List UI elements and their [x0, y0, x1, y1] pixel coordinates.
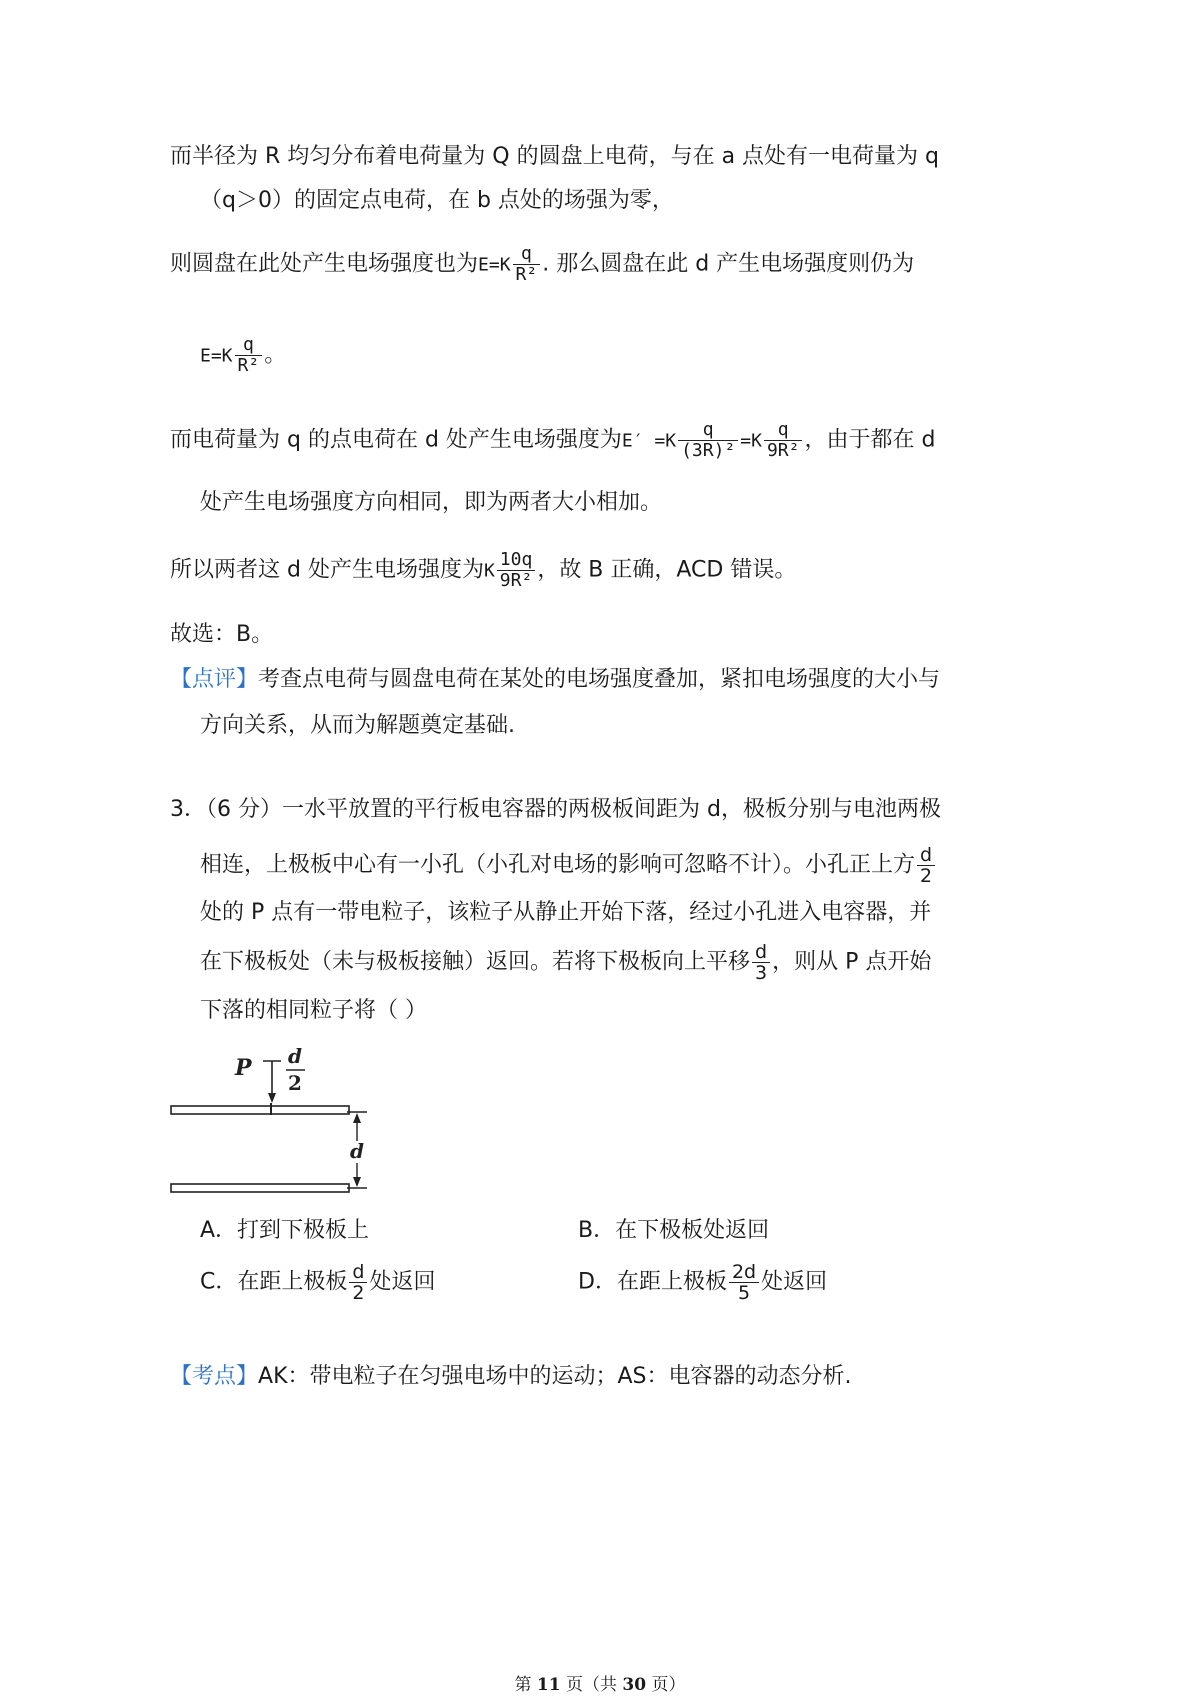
fraction: $\frac{q}{\text{9R²}}$	[764, 420, 803, 461]
label-p: P	[235, 1055, 252, 1081]
comment-line: 方向关系，从而为解题奠定基础.	[200, 713, 515, 738]
formula: E=K	[200, 345, 233, 367]
fraction: $\frac{d}{2}$	[349, 1262, 367, 1303]
question-line: 在下极板处（未与极板接触）返回。若将下极板向上平移 $\frac{d}{3}$ ，则从 P 点开始	[200, 941, 932, 984]
fraction: $\frac{d}{3}$	[752, 942, 770, 983]
formula: E=K	[478, 254, 511, 276]
fraction: $\frac{d}{2}$	[917, 845, 935, 886]
label-half-num: d	[288, 1045, 302, 1068]
question-line: 3．（6 分）一水平放置的平行板电容器的两极板间距为 d，极板分别与电池两极	[170, 797, 941, 822]
fraction: $\frac{10q}{\text{9R²}}$	[497, 550, 536, 591]
comment-line: 【点评】考查点电荷与圆盘电荷在某处的电场强度叠加，紧扣电场强度的大小与	[170, 667, 941, 692]
total-pages: 30	[622, 1675, 647, 1695]
option-a: A．打到下极板上	[200, 1218, 370, 1243]
question-line: 处的 P 点有一带电粒子，该粒子从静止开始下落，经过小孔进入电容器，并	[200, 900, 932, 925]
question-line: 下落的相同粒子将（ ）	[200, 998, 427, 1023]
text-line: 故选：B。	[170, 622, 274, 647]
fraction: $\frac{q}{\text{R²}}$	[513, 244, 541, 285]
label-d: d	[350, 1139, 364, 1163]
text-line: 而半径为 R 均匀分布着电荷量为 Q 的圆盘上电荷，与在 a 点处有一电荷量为 q	[170, 144, 940, 169]
kaodian-tag: 【考点】	[170, 1364, 259, 1389]
text-line: 而电荷量为 q 的点电荷在 d 处产生电场强度为E′ =K $\frac{q}{\text{(3R)²}}$ =K $\frac{q}{\text{9R²}}$ ，由于都在 d	[170, 419, 936, 461]
capacitor-diagram	[165, 1045, 385, 1205]
text-line: （q＞0）的固定点电荷，在 b 点处的场强为零，	[200, 188, 674, 213]
text-line: 处产生电场强度方向相同，即为两者大小相加。	[200, 490, 663, 515]
text-line: E=K $\frac{q}{\text{R²}}$ 。	[200, 334, 287, 376]
text-line: 则圆盘在此处产生电场强度也为E=K $\frac{q}{\text{R²}}$ . 那么圆盘在此 d 产生电场强度则仍为	[170, 243, 915, 285]
fraction: $\frac{2d}{5}$	[729, 1262, 759, 1303]
current-page: 11	[536, 1675, 561, 1695]
fraction: $\frac{q}{\text{(3R)²}}$	[678, 420, 738, 461]
text-line: 所以两者这 d 处产生电场强度为K $\frac{10q}{\text{9R²}}$ ，故 B 正确，ACD 错误。	[170, 549, 797, 591]
option-d: D．在距上极板 $\frac{2d}{5}$ 处返回	[578, 1261, 828, 1304]
page-footer: 第 11 页（共 30 页）	[514, 1675, 686, 1695]
question-line: 相连，上极板中心有一小孔（小孔对电场的影响可忽略不计）。小孔正上方 $\frac{d}{2}$	[200, 845, 937, 886]
fraction: $\frac{q}{\text{R²}}$	[235, 335, 263, 376]
upper-plate	[171, 1106, 349, 1114]
formula: K	[483, 560, 495, 582]
comment-tag: 【点评】	[170, 667, 259, 692]
option-c: C．在距上极板 $\frac{d}{2}$ 处返回	[200, 1261, 436, 1304]
kaodian-line: 【考点】AK：带电粒子在匀强电场中的运动；AS：电容器的动态分析.	[170, 1364, 852, 1389]
formula: E′ =K	[621, 430, 677, 452]
lower-plate	[171, 1184, 349, 1192]
option-b: B．在下极板处返回	[578, 1218, 770, 1243]
label-half-den: 2	[288, 1071, 302, 1095]
